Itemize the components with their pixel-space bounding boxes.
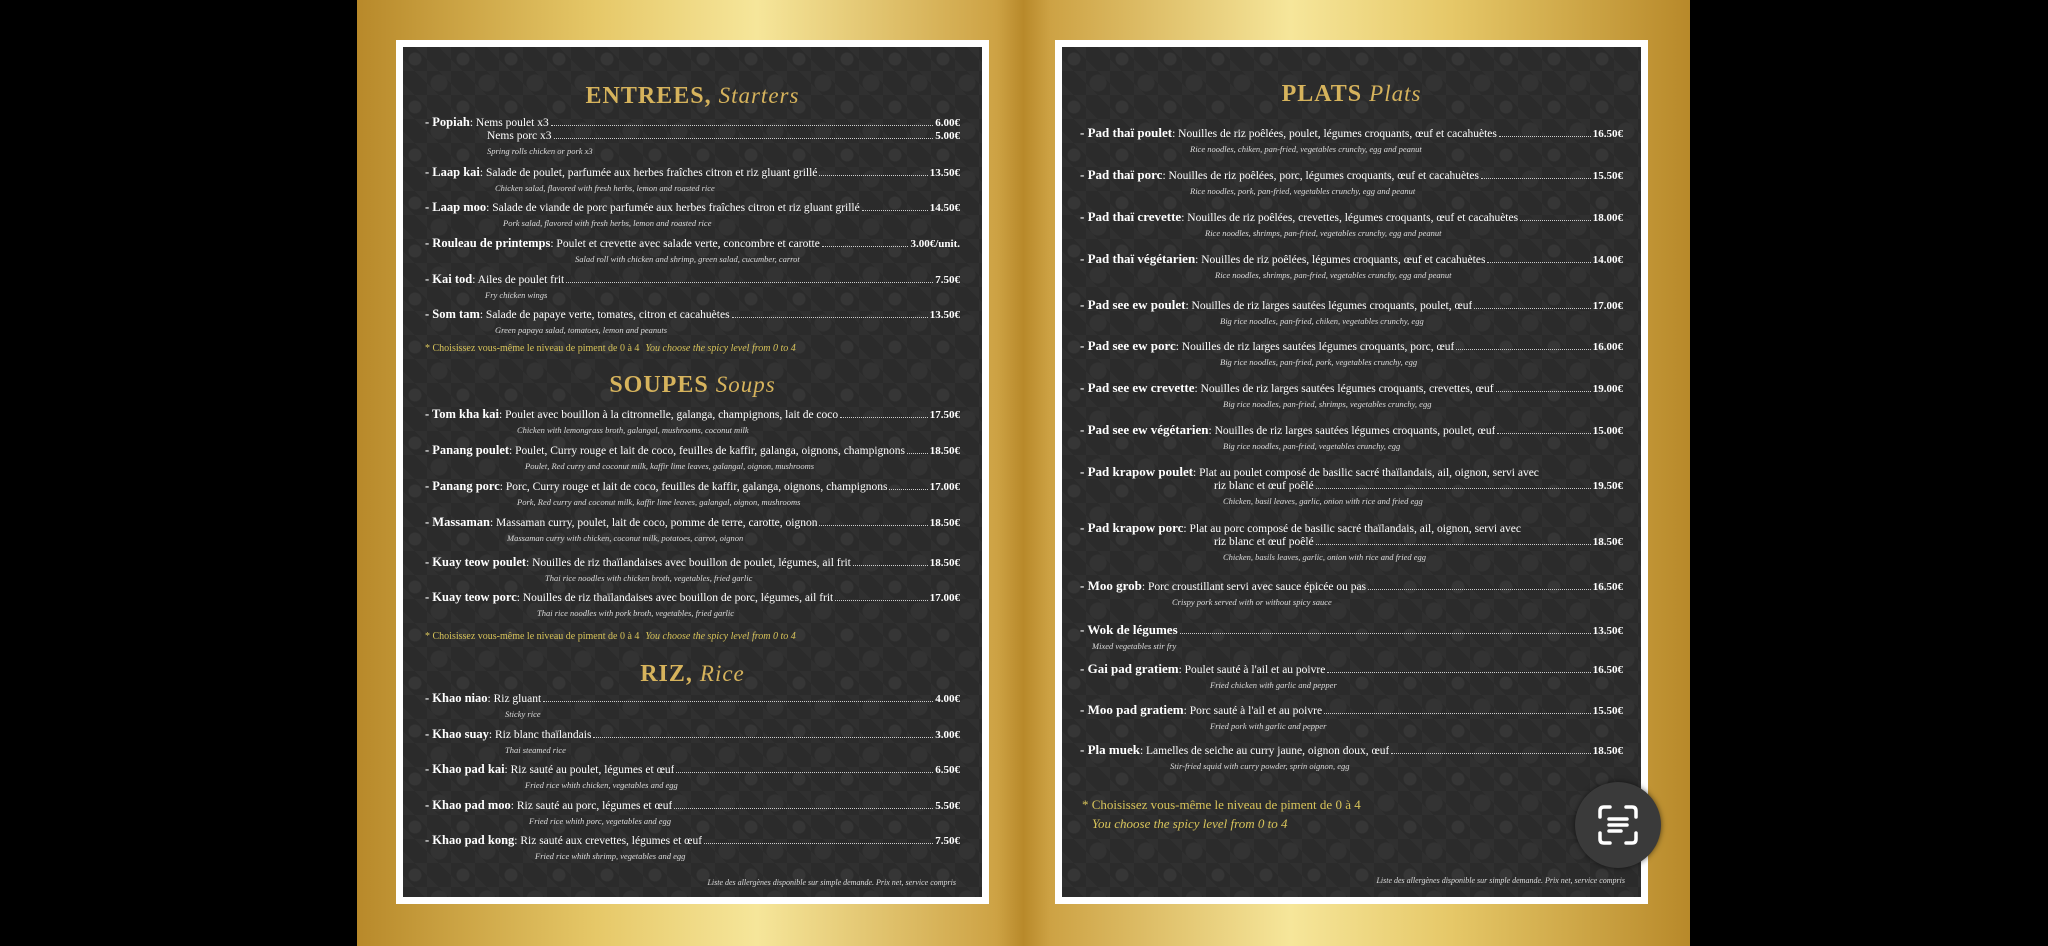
- menu-item-line: [1080, 521, 1623, 536]
- menu-item-price: 17.00€: [929, 592, 960, 604]
- leader-dots: [1180, 633, 1591, 634]
- menu-item-line: [1080, 168, 1623, 183]
- menu-item-translation: Salad roll with chicken and shrimp, green salad, cucumber, carrot: [575, 254, 800, 264]
- menu-item-translation: Chicken salad, flavored with fresh herbs, lemon and roasted rice: [495, 183, 715, 193]
- menu-item-line: [1080, 662, 1623, 677]
- menu-item-price: 16.00€: [1592, 341, 1623, 353]
- menu-item-name: - Tom kha kai: [425, 407, 499, 421]
- menu-item-name: - Pad see ew poulet: [1080, 297, 1186, 312]
- leader-dots: [1391, 753, 1590, 754]
- menu-item: [1080, 743, 1623, 771]
- section-title-starters: ENTREES, Starters: [585, 83, 800, 109]
- menu-item-line: [425, 516, 960, 530]
- menu-item-line: [1080, 623, 1623, 638]
- menu-item-price: 7.50€: [935, 835, 960, 847]
- menu-item-price: 3.00€: [935, 729, 960, 741]
- scan-text-icon: [1594, 801, 1642, 849]
- menu-item-translation: Fry chicken wings: [485, 290, 548, 300]
- leader-dots: [1496, 391, 1591, 392]
- menu-item-name: - Rouleau de printemps: [425, 236, 551, 250]
- menu-item-name: - Khao suay: [425, 727, 489, 741]
- menu-item: [425, 444, 960, 471]
- menu-item-translation: Fried rice whith shrimp, vegetables and egg: [535, 851, 686, 861]
- menu-item-line: [425, 408, 960, 422]
- menu-item-price: 5.00€: [935, 130, 960, 142]
- menu-item-translation: Mixed vegetables stir fry: [1092, 641, 1177, 651]
- menu-item-line: [425, 763, 960, 777]
- leader-dots: [732, 317, 928, 318]
- menu-item-line: [1080, 423, 1623, 438]
- menu-item-description: : Riz sauté au poulet, légumes et œuf: [504, 764, 675, 776]
- menu-item-line: [425, 480, 960, 494]
- allergen-footer-right: Liste des allergènes disponible sur simple demande. Prix net, service compris: [1376, 876, 1625, 885]
- menu-item: [425, 201, 960, 228]
- leader-dots: [593, 737, 933, 738]
- menu-item-line: [1080, 298, 1623, 313]
- menu-item-description: : Plat au poulet composé de basilic sacré thaïlandais, ail, oignon, servi avec: [1193, 467, 1539, 479]
- menu-item-translation: Thai rice noodles with pork broth, vegetables, fried garlic: [537, 608, 735, 618]
- menu-panel-right: [1062, 47, 1641, 897]
- menu-item-name: - Gai pad gratiem: [1080, 661, 1179, 676]
- menu-item-translation: Crispy pork served with or without spicy sauce: [1172, 597, 1332, 607]
- menu-item-translation: Green papaya salad, tomatoes, lemon and peanuts: [495, 325, 668, 335]
- menu-item-description: : Riz sauté aux crevettes, légumes et œuf: [514, 835, 703, 847]
- menu-item-description: Nems porc x3: [487, 130, 552, 142]
- leader-dots: [704, 843, 933, 844]
- spicy-note-plats: * Choisissez vous-même le niveau de piment de 0 à 4 You choose the spicy level from 0 to 4: [1082, 797, 1361, 831]
- menu-item-name: - Wok de légumes: [1080, 622, 1178, 637]
- menu-item: [1080, 168, 1623, 196]
- menu-item-line: [425, 166, 960, 180]
- menu-item-price: 13.50€: [929, 167, 960, 179]
- menu-item-name: - Panang porc: [425, 479, 500, 493]
- leader-dots: [822, 246, 909, 247]
- menu-item-translation: Stir-fried squid with curry powder, sprin oignon, egg: [1170, 761, 1350, 771]
- leader-dots: [862, 210, 928, 211]
- menu-item-description: : Poulet et crevette avec salade verte, concombre et carotte: [550, 238, 820, 250]
- menu-item-line: [1080, 339, 1623, 354]
- menu-item-translation: Big rice noodles, pan-fried, shrimps, vegetables crunchy, egg: [1223, 399, 1432, 409]
- menu-item-price: 18.50€: [1592, 745, 1623, 757]
- menu-item: [1080, 381, 1623, 409]
- menu-item: [1080, 623, 1623, 651]
- menu-item-price: 15.00€: [1592, 425, 1623, 437]
- menu-item-line: [1080, 381, 1623, 396]
- menu-item-price: 19.00€: [1592, 383, 1623, 395]
- leader-dots: [1456, 349, 1590, 350]
- leader-dots: [1368, 589, 1591, 590]
- leader-dots: [889, 489, 927, 490]
- leader-dots: [676, 772, 933, 773]
- leader-dots: [819, 525, 927, 526]
- menu-item: [425, 480, 960, 507]
- leader-dots: [1474, 308, 1590, 309]
- menu-item-translation: Pork salad, flavored with fresh herbs, lemon and roasted rice: [503, 218, 712, 228]
- menu-item-price: 18.00€: [1592, 212, 1623, 224]
- menu-item-price: 18.50€: [929, 557, 960, 569]
- menu-item-name: - Laap kai: [425, 165, 480, 179]
- menu-item-price: 18.50€: [929, 517, 960, 529]
- menu-item-translation: Big rice noodles, pan-fried, chiken, vegetables crunchy, egg: [1220, 316, 1424, 326]
- menu-item-description: : Riz blanc thaïlandais: [488, 729, 592, 741]
- menu-item: [425, 116, 960, 156]
- leader-dots: [1499, 136, 1591, 137]
- menu-item-description: : Riz gluant: [487, 693, 542, 705]
- menu-item-name: - Panang poulet: [425, 443, 510, 457]
- menu-item-line: [425, 591, 960, 605]
- menu-item-name: - Khao niao: [425, 691, 488, 705]
- menu-item-name: - Som tam: [425, 307, 480, 321]
- menu-item: [425, 591, 960, 618]
- menu-item-line: [425, 556, 960, 570]
- menu-item-price: 6.50€: [935, 764, 960, 776]
- menu-item-translation: Rice noodles, chiken, pan-fried, vegetables crunchy, egg and peanut: [1190, 144, 1422, 154]
- menu-item-name: - Kuay teow poulet: [425, 555, 527, 569]
- leader-dots: [1497, 433, 1590, 434]
- menu-item-price: 18.50€: [1592, 536, 1623, 548]
- menu-item-translation: Fried pork with garlic and pepper: [1210, 721, 1327, 731]
- menu-item-description: : Nouilles de riz poêlées, poulet, légumes croquants, œuf et cacahuètes: [1172, 128, 1497, 140]
- menu-item-name: - Laap moo: [425, 200, 487, 214]
- menu-item-price: 19.50€: [1592, 480, 1623, 492]
- menu-item-description: : Massaman curry, poulet, lait de coco, pomme de terre, carotte, oignon: [489, 517, 818, 529]
- menu-item-name: - Pad krapow poulet: [1080, 464, 1194, 479]
- menu-item-price: 13.50€: [1592, 625, 1623, 637]
- menu-item: [425, 763, 960, 790]
- menu-item-translation: Fried chicken with garlic and pepper: [1210, 680, 1337, 690]
- menu-item-name: - Pad see ew crevette: [1080, 380, 1195, 395]
- menu-item-line: [425, 273, 960, 287]
- leader-dots: [674, 808, 933, 809]
- leader-dots: [1520, 220, 1591, 221]
- menu-item-translation: Chicken with lemongrass broth, galangal, mushrooms, coconut milk: [517, 425, 749, 435]
- menu-item-line: [1080, 252, 1623, 267]
- menu-item-name: - Popiah: [425, 115, 470, 129]
- menu-item: [425, 556, 960, 583]
- menu-item: [1080, 252, 1623, 280]
- menu-item: [425, 237, 960, 264]
- menu-item: [425, 799, 960, 826]
- menu-item-price: 14.00€: [1592, 254, 1623, 266]
- menu-item: [425, 273, 960, 300]
- menu-item-translation: Poulet, Red curry and coconut milk, kaffir lime leaves, galangal, oignon, mushrooms: [525, 461, 815, 471]
- leader-dots: [566, 282, 933, 283]
- menu-item-name: - Pad thaï porc: [1080, 167, 1163, 182]
- menu-item-name: - Pad see ew végétarien: [1080, 422, 1209, 437]
- menu-item-translation: Big rice noodles, pan-fried, vegetables crunchy, egg: [1223, 441, 1401, 451]
- menu-item-price: 15.50€: [1592, 170, 1623, 182]
- menu-item-name: - Pad thaï crevette: [1080, 209, 1182, 224]
- menu-item-name: - Khao pad moo: [425, 798, 511, 812]
- menu-item-price: 18.50€: [929, 445, 960, 457]
- section-title-plats: PLATS Plats: [1281, 81, 1422, 107]
- leader-dots: [1487, 262, 1590, 263]
- menu-item-line: [425, 728, 960, 742]
- menu-item-description: : Porc, Curry rouge et lait de coco, feuilles de kaffir, galanga, oignons, champignons: [499, 481, 888, 493]
- menu-item: [1080, 210, 1623, 238]
- leader-dots: [835, 600, 927, 601]
- menu-item-translation: Rice noodles, pork, pan-fried, vegetables crunchy, egg and peanut: [1190, 186, 1416, 196]
- menu-item-description: : Nouilles de riz larges sautées légumes croquants, poulet, œuf: [1208, 425, 1496, 437]
- menu-item-translation: Fried rice whith chicken, vegetables and egg: [525, 780, 678, 790]
- menu-item-price: 16.50€: [1592, 664, 1623, 676]
- menu-item-name: - Massaman: [425, 515, 490, 529]
- menu-item-price: 17.00€: [1592, 300, 1623, 312]
- menu-item-name: - Kai tod: [425, 272, 473, 286]
- menu-item-line: [425, 799, 960, 813]
- leader-dots: [907, 453, 928, 454]
- menu-item-translation: Chicken, basil leaves, garlic, onion with rice and fried egg: [1223, 496, 1423, 506]
- menu-item-description: : Salade de papaye verte, tomates, citron et cacahuètes: [479, 309, 730, 321]
- menu-item: [425, 408, 960, 435]
- menu-item-name: - Khao pad kai: [425, 762, 505, 776]
- menu-item-description: : Salade de poulet, parfumée aux herbes fraîches citron et riz gluant grillé: [479, 167, 818, 179]
- menu-item: [425, 728, 960, 755]
- menu-item: [425, 166, 960, 193]
- menu-item-name: - Khao pad kong: [425, 833, 515, 847]
- menu-item-translation: Sticky rice: [505, 709, 541, 719]
- menu-item-translation: Chicken, basils leaves, garlic, onion with rice and fried egg: [1223, 552, 1427, 562]
- menu-item-line: [1080, 126, 1623, 141]
- spicy-note-soups: * Choisissez vous-même le niveau de piment de 0 à 4 You choose the spicy level from 0 to 4: [425, 631, 796, 642]
- leader-dots: [543, 701, 933, 702]
- menu-item-description: : Salade de viande de porc parfumée aux herbes fraîches citron et riz gluant grillé: [486, 202, 860, 214]
- menu-item-translation: Rice noodles, shrimps, pan-fried, vegetables crunchy, egg and peanut: [1205, 228, 1442, 238]
- menu-item-translation: Big rice noodles, pan-fried, pork, vegetables crunchy, egg: [1220, 357, 1418, 367]
- menu-item-price: 6.00€: [935, 117, 960, 129]
- menu-item-translation: Fried rice whith porc, vegetables and egg: [529, 816, 672, 826]
- menu-item-description: : Poulet, Curry rouge et lait de coco, feuilles de kaffir, galanga, oignons, champignons: [509, 445, 906, 457]
- menu-item-name: - Moo grob: [1080, 578, 1142, 593]
- menu-item-price: 4.00€: [935, 693, 960, 705]
- menu-item-line: [425, 444, 960, 458]
- menu-item-description: : Lamelles de seiche au curry jaune, oignon doux, œuf: [1139, 745, 1390, 757]
- menu-item: [425, 692, 960, 719]
- menu-item-description: : Riz sauté au porc, légumes et œuf: [510, 800, 673, 812]
- menu-item-line: [1080, 743, 1623, 758]
- menu-item-line: [425, 237, 960, 251]
- menu-item-description: : Plat au porc composé de basilic sacré thaïlandais, ail, oignon, servi avec: [1183, 523, 1521, 535]
- menu-item-price: 17.00€: [929, 481, 960, 493]
- menu-item-translation: Spring rolls chicken or pork x3: [487, 146, 593, 156]
- menu-item-description: : Ailes de poulet frit: [472, 274, 565, 286]
- menu-item-description: : Nems poulet x3: [469, 117, 549, 129]
- menu-item-description: : Nouilles de riz larges sautées légumes croquants, poulet, œuf: [1185, 300, 1473, 312]
- menu-item-line: [1080, 536, 1623, 549]
- menu-item-price: 16.50€: [1592, 128, 1623, 140]
- menu-item-price: 7.50€: [935, 274, 960, 286]
- menu-item: [1080, 521, 1623, 562]
- menu-item: [1080, 298, 1623, 326]
- leader-dots: [840, 417, 928, 418]
- menu-item-description: : Nouilles de riz thaïlandaises avec bouillon de poulet, légumes, ail frit: [526, 557, 851, 569]
- menu-item-line: [425, 130, 960, 143]
- leader-dots: [819, 175, 927, 176]
- menu-item-price: 16.50€: [1592, 581, 1623, 593]
- allergen-footer-left: Liste des allergènes disponible sur simple demande. Prix net, service compris: [707, 878, 956, 887]
- menu-item-line: [425, 834, 960, 848]
- menu-item-line: [1080, 210, 1623, 225]
- menu-item-line: [425, 692, 960, 706]
- menu-item-name: - Pad see ew porc: [1080, 338, 1176, 353]
- menu-item-description: : Nouilles de riz poêlées, crevettes, légumes croquants, œuf et cacahuètes: [1181, 212, 1519, 224]
- menu-page-right: [1055, 40, 1648, 904]
- menu-item: [425, 834, 960, 861]
- leader-dots: [1481, 178, 1591, 179]
- menu-item-price: 5.50€: [935, 800, 960, 812]
- leader-dots: [1316, 488, 1591, 489]
- leader-dots: [1327, 672, 1590, 673]
- menu-item-line: [1080, 579, 1623, 594]
- menu-item: [425, 516, 960, 543]
- menu-item: [425, 308, 960, 335]
- leader-dots: [554, 138, 934, 139]
- menu-item: [1080, 423, 1623, 451]
- menu-item-price: 3.00€/unit.: [910, 238, 960, 250]
- menu-item-description: : Nouilles de riz larges sautées légumes croquants, crevettes, œuf: [1194, 383, 1494, 395]
- menu-item-line: [425, 201, 960, 215]
- menu-page-left: [396, 40, 989, 904]
- menu-item-description: : Poulet avec bouillon à la citronnelle, galanga, champignons, lait de coco: [499, 409, 839, 421]
- menu-item: [1080, 465, 1623, 506]
- menu-item: [1080, 579, 1623, 607]
- menu-item: [1080, 126, 1623, 154]
- menu-item-price: 13.50€: [929, 309, 960, 321]
- menu-item-name: - Pad krapow porc: [1080, 520, 1184, 535]
- menu-item-price: 17.50€: [929, 409, 960, 421]
- menu-item-price: 14.50€: [929, 202, 960, 214]
- menu-item-description: : Porc croustillant servi avec sauce épicée ou pas: [1141, 581, 1367, 593]
- menu-item-line: [1080, 465, 1623, 480]
- menu-item-translation: Pork, Red curry and coconut milk, kaffir lime leaves, galangal, oignon, mushrooms: [517, 497, 801, 507]
- menu-item-description: riz blanc et œuf poêlé: [1214, 536, 1314, 548]
- leader-dots: [1324, 713, 1591, 714]
- menu-item-line: [425, 116, 960, 130]
- menu-item-description: riz blanc et œuf poêlé: [1214, 480, 1314, 492]
- menu-item: [1080, 703, 1623, 731]
- menu-item-name: - Pad thaï végétarien: [1080, 251, 1196, 266]
- menu-item-line: [425, 308, 960, 322]
- menu-item-translation: Massaman curry with chicken, coconut milk, potatoes, carrot, oignon: [507, 533, 744, 543]
- leader-dots: [853, 565, 928, 566]
- menu-item-name: - Pla muek: [1080, 742, 1140, 757]
- menu-panel-left: [403, 47, 982, 897]
- section-title-rice: RIZ, Rice: [640, 661, 745, 687]
- menu-item-description: : Nouilles de riz larges sautées légumes croquants, porc, œuf: [1175, 341, 1455, 353]
- leader-dots: [551, 125, 934, 126]
- menu-item-price: 15.50€: [1592, 705, 1623, 717]
- menu-item-line: [1080, 703, 1623, 718]
- menu-item-translation: Thai rice noodles with chicken broth, vegetables, fried garlic: [545, 573, 753, 583]
- menu-item-translation: Thai steamed rice: [505, 745, 566, 755]
- menu-item-description: : Nouilles de riz poêlées, porc, légumes croquants, œuf et cacahuètes: [1162, 170, 1479, 182]
- menu-item-translation: Rice noodles, shrimps, pan-fried, vegetables crunchy, egg and peanut: [1215, 270, 1452, 280]
- menu-item-description: : Porc sauté à l'ail et au poivre: [1183, 705, 1323, 717]
- spicy-note-starters: * Choisissez vous-même le niveau de piment de 0 à 4 You choose the spicy level from 0 to 4: [425, 343, 796, 354]
- leader-dots: [1316, 544, 1591, 545]
- menu-item: [1080, 662, 1623, 690]
- menu-item-name: - Moo pad gratiem: [1080, 702, 1184, 717]
- menu-item-description: : Nouilles de riz thaïlandaises avec bouillon de porc, légumes, ail frit: [516, 592, 834, 604]
- menu-item: [1080, 339, 1623, 367]
- menu-item-line: [1080, 480, 1623, 493]
- menu-item-description: : Poulet sauté à l'ail et au poivre: [1178, 664, 1326, 676]
- lens-scan-button[interactable]: [1575, 782, 1661, 868]
- menu-item-name: - Kuay teow porc: [425, 590, 517, 604]
- section-title-soups: SOUPES Soups: [609, 372, 776, 398]
- menu-item-name: - Pad thaï poulet: [1080, 125, 1173, 140]
- menu-item-description: : Nouilles de riz poêlées, légumes croquants, œuf et cacahuètes: [1195, 254, 1486, 266]
